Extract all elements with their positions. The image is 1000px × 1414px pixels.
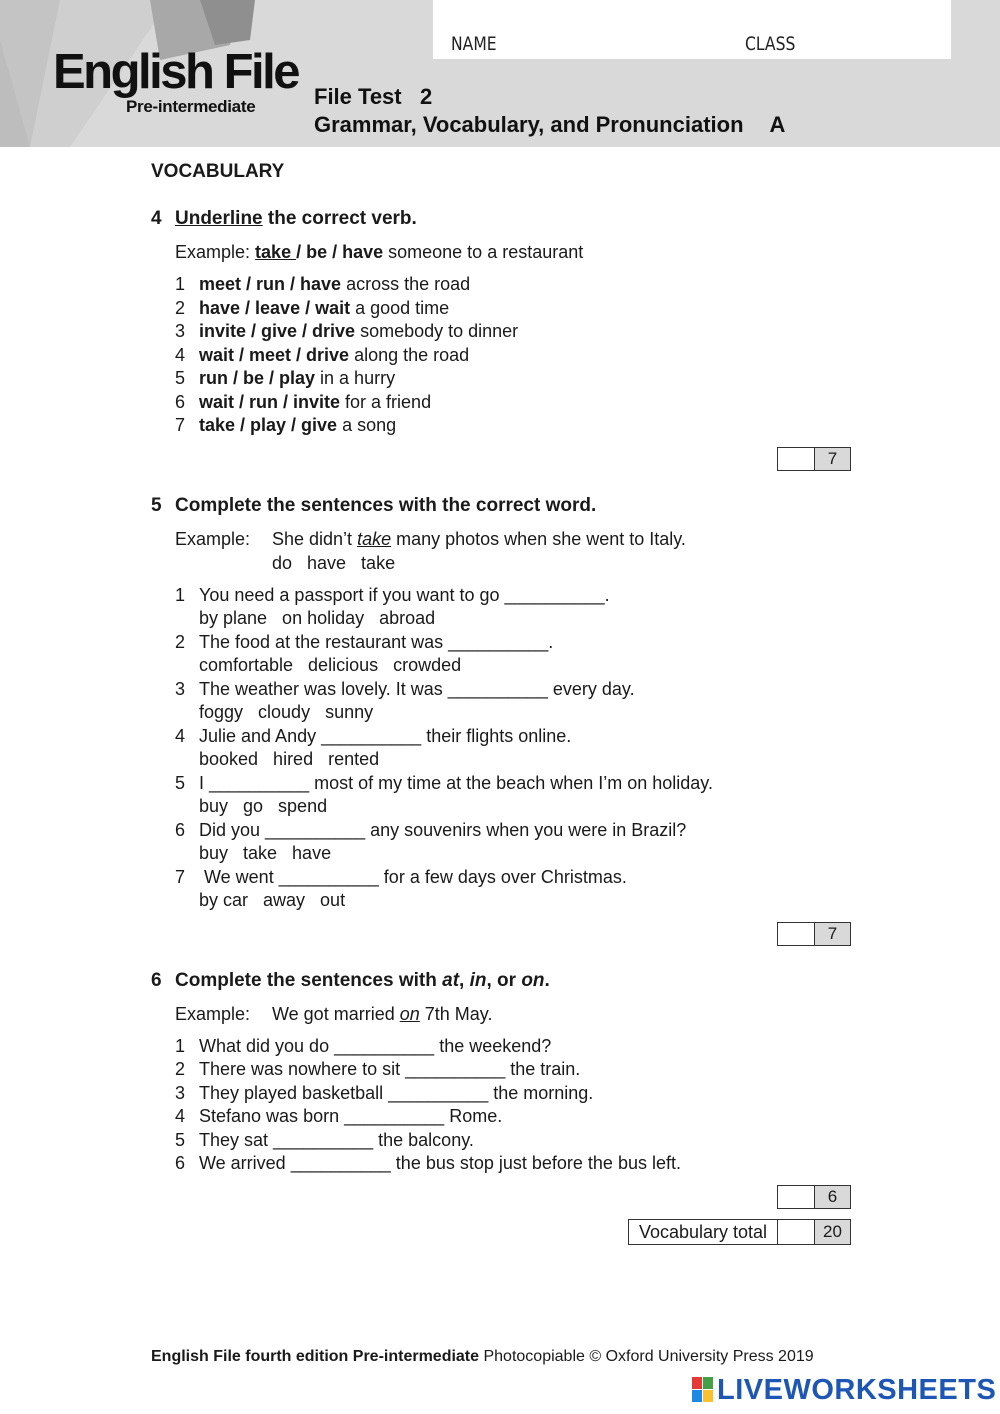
item-text[interactable]: Stefano was born __________ Rome. [199,1106,503,1126]
word-options[interactable]: foggy cloudy sunny [199,702,374,722]
score-input[interactable] [778,1186,815,1208]
version-letter: A [769,112,786,137]
item-text: somebody to dinner [355,321,519,341]
watermark-text: LIVEWORKSHEETS [717,1373,997,1406]
list-item [175,415,396,436]
logo-title: English File [53,45,298,99]
exercise-4-example [175,242,583,263]
total-score-box [777,1219,851,1245]
example-text: She didn’t [272,529,358,549]
example-answer: on [399,1004,420,1024]
item-text: for a friend [340,392,432,412]
word-options[interactable]: buy take have [199,843,332,863]
test-subtitle [314,112,785,138]
example-label: Example: [175,1004,251,1024]
title-text: the correct verb. [262,208,417,229]
item-number: 3 [175,679,186,699]
title-word-in: in [469,970,487,991]
exercise-5-example [272,529,686,550]
item-text: along the road [349,345,470,365]
item-number: 4 [175,1106,186,1126]
footer-bold: English File fourth edition Pre-intermediate [151,1348,480,1365]
name-label: NAME [451,33,497,55]
exercise-number: 6 [151,970,162,991]
list-item [175,1106,502,1127]
item-text[interactable]: We arrived __________ the bus stop just before the bus left. [199,1153,681,1173]
subtitle-text: Grammar, Vocabulary, and Pronunciation [314,112,744,137]
list-item [175,773,713,794]
list-item [175,632,553,653]
title-underlined: Underline [175,208,263,229]
item-text: Julie and Andy __________ their flights online. [199,726,572,746]
title-sep: , or [486,970,522,991]
list-item [175,585,610,606]
title-word-at: at [442,970,460,991]
liveworksheets-watermark [692,1374,996,1406]
list-item [175,392,431,413]
exercise-4-title [151,208,417,230]
list-item [175,274,470,295]
list-item [175,1059,580,1080]
list-item [175,1130,474,1151]
example-answer: take [255,242,297,262]
exercise-6-example [272,1004,492,1025]
title-word-on: on [521,970,545,991]
item-text[interactable]: They played basketball __________ the morning. [199,1083,594,1103]
item-number: 2 [175,1059,186,1079]
verb-options[interactable]: run / be / play [199,368,316,388]
score-max: 6 [815,1186,850,1208]
verb-options[interactable]: take / play / give [199,415,338,435]
list-item [175,679,635,700]
word-options[interactable]: comfortable delicious crowded [199,655,462,675]
list-item [175,345,469,366]
word-options[interactable]: booked hired rented [199,749,380,769]
total-score-input[interactable] [778,1220,815,1244]
example-text: 7th May. [419,1004,493,1024]
exercise-5-title [151,495,596,517]
item-number: 2 [175,632,186,652]
item-text: You need a passport if you want to go __________. [199,585,610,605]
score-input[interactable] [778,448,815,470]
exercise-6-title [151,970,550,992]
score-max: 7 [815,448,850,470]
item-text[interactable]: They sat __________ the balcony. [199,1130,474,1150]
item-number: 6 [175,820,186,840]
item-text: in a hurry [315,368,396,388]
name-class-box [433,0,951,59]
item-text: The weather was lovely. It was __________ every day. [199,679,635,699]
item-number: 1 [175,1036,186,1056]
item-text[interactable]: There was nowhere to sit __________ the train. [199,1059,581,1079]
list-item [175,1036,551,1057]
verb-options[interactable]: meet / run / have [199,274,342,294]
item-number: 1 [175,274,186,294]
verb-options[interactable]: wait / meet / drive [199,345,350,365]
item-text: Did you __________ any souvenirs when you were in Brazil? [199,820,687,840]
item-number: 6 [175,1153,186,1173]
file-test-title: File Test 2 [314,84,433,109]
example-options: do have take [272,553,396,573]
item-number: 5 [175,368,186,388]
verb-options[interactable]: invite / give / drive [199,321,356,341]
verb-options[interactable]: wait / run / invite [199,392,341,412]
score-box [777,447,851,471]
item-text: a song [337,415,397,435]
liveworksheets-logo-icon [692,1377,714,1403]
word-options[interactable]: by car away out [199,890,346,910]
exercise-number: 4 [151,208,162,229]
list-item [175,726,571,747]
item-number: 7 [175,867,186,887]
item-number: 5 [175,1130,186,1150]
item-text: across the road [341,274,471,294]
title-end: . [544,970,550,991]
page-header [0,0,1000,147]
section-heading: VOCABULARY [151,161,285,182]
footer-copyright [151,1348,814,1366]
item-text: The food at the restaurant was __________. [199,632,554,652]
title-text: Complete the sentences with [175,970,443,991]
item-number: 4 [175,345,186,365]
item-text: We went __________ for a few days over Christmas. [199,867,627,887]
word-options[interactable]: by plane on holiday abroad [199,608,436,628]
example-label: Example: [175,242,256,262]
item-text: a good time [350,298,450,318]
example-text: someone to a restaurant [383,242,584,262]
list-item [175,321,518,342]
item-number: 7 [175,415,186,435]
score-max: 7 [815,923,850,945]
example-text: many photos when she went to Italy. [391,529,686,549]
list-item [175,820,686,841]
item-number: 1 [175,585,186,605]
exercise-number: 5 [151,495,162,516]
item-number: 3 [175,1083,186,1103]
list-item [175,298,449,319]
list-item [175,368,395,389]
list-item [175,867,627,888]
word-options[interactable]: buy go spend [199,796,328,816]
item-number: 5 [175,773,186,793]
title-text: Complete the sentences with the correct word. [175,495,597,516]
item-text[interactable]: What did you do __________ the weekend? [199,1036,552,1056]
example-answer: take [357,529,392,549]
class-label: CLASS [745,33,796,55]
item-number: 6 [175,392,186,412]
item-number: 3 [175,321,186,341]
verb-options[interactable]: have / leave / wait [199,298,351,318]
title-sep: , [459,970,470,991]
logo-subtitle: Pre-intermediate [126,97,256,116]
list-item [175,1083,593,1104]
example-label: Example: [175,529,251,549]
score-box [777,1185,851,1209]
item-number: 2 [175,298,186,318]
score-input[interactable] [778,923,815,945]
footer-text: Photocopiable © Oxford University Press 2019 [479,1348,814,1365]
item-number: 4 [175,726,186,746]
total-score-max: 20 [815,1220,850,1244]
vocabulary-total-label: Vocabulary total [628,1219,777,1245]
example-options: / be / have [296,242,384,262]
score-box [777,922,851,946]
item-text: I __________ most of my time at the beach when I’m on holiday. [199,773,713,793]
list-item [175,1153,681,1174]
example-text: We got married [272,1004,400,1024]
